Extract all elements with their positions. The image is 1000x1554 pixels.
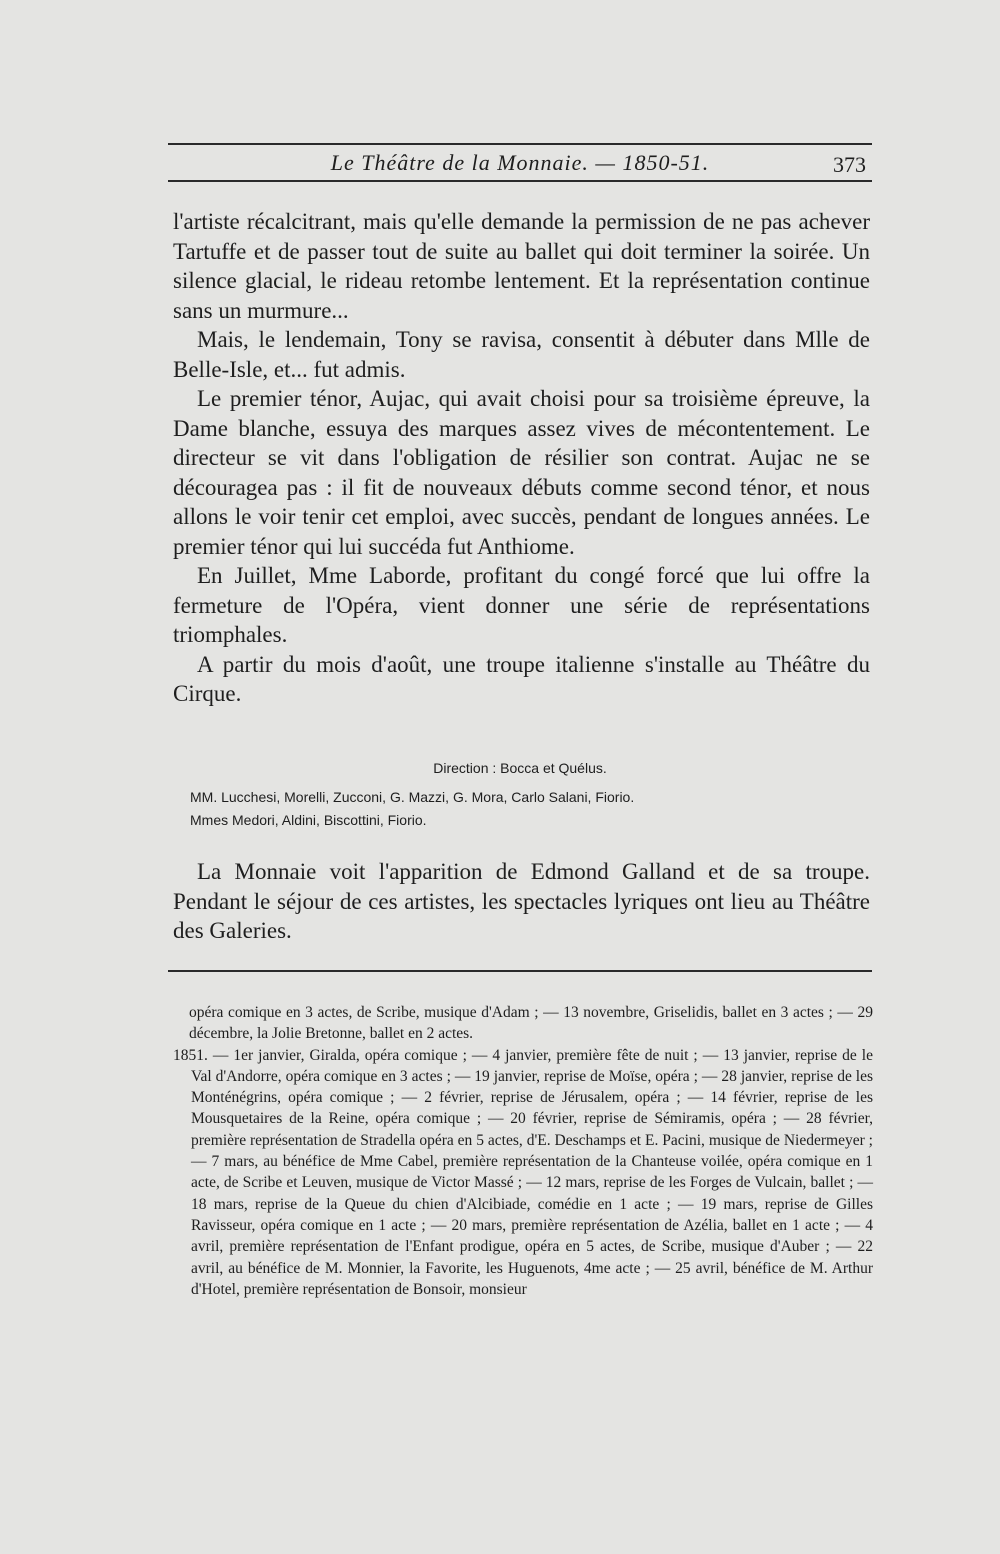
paragraph: A partir du mois d'août, une troupe italienne s'installe au Théâtre du Cirque. <box>173 651 870 706</box>
cast-women: Mmes Medori, Aldini, Biscottini, Fiorio. <box>190 812 427 828</box>
footnotes <box>173 1002 873 1300</box>
paragraph: l'artiste récalcitrant, mais qu'elle demande la permission de ne pas achever Tartuffe et de passer tout de suite au ballet qui doit terminer la soirée. Un silence glacial, le rideau retombe lentement. Et la représentation continue sans un murmure... <box>173 209 870 323</box>
running-title: Le Théâtre de la Monnaie. — 1850-51. <box>330 150 710 175</box>
main-text <box>173 207 870 709</box>
paragraph: La Monnaie voit l'apparition de Edmond Galland et de sa troupe. Pendant le séjour de ces artistes, les spectacles lyriques ont lieu au Théâtre des Galeries. <box>173 859 870 943</box>
footnote-line: 1851. — 1er janvier, Giralda, opéra comique ; — 4 janvier, première fête de nuit ; — 13 janvier, reprise de le Val d'Andorre, opéra comique en 3 actes ; — 19 janvier, reprise de Moïse, opéra ; — 28 janvier, reprise de les Monténégrins, opéra comique ; — 2 février, reprise de Jérusalem, opéra ; — 14 février, reprise de les Mousquetaires de la Reine, opéra comique ; — 20 février, reprise de Sémiramis, opéra ; — 28 février, première représentation de Stradella opéra en 5 actes, d'E. Deschamps et E. Pacini, musique de Niedermeyer ; — 7 mars, au bénéfice de Mme Cabel, première représentation de la Chanteuse voilée, opéra comique en 1 acte, de Scribe et Leuven, musique de Victor Massé ; — 12 mars, reprise de les Forges de Vulcain, ballet ; — 18 mars, reprise de la Queue du chien d'Alcibiade, comédie en 1 acte ; — 19 mars, reprise de Gilles Ravisseur, opéra comique en 1 acte ; — 20 mars, première représentation de Azélia, ballet en 1 acte ; — 4 avril, première représentation de l'Enfant prodigue, opéra en 5 actes, de Scribe, musique d'Auber ; — 22 avril, au bénéfice de M. Monnier, la Favorite, les Huguenots, 4me acte ; — 25 avril, bénéfice de M. Arthur d'Hotel, première représentation de Bonsoir, monsieur <box>173 1046 873 1298</box>
footnote-line: opéra comique en 3 actes, de Scribe, musique d'Adam ; — 13 novembre, Griselidis, ballet en 3 actes ; — 29 décembre, la Jolie Bretonne, ballet en 2 actes. <box>189 1004 873 1043</box>
paragraph: Le premier ténor, Aujac, qui avait choisi pour sa troisième épreuve, la Dame blanche, essuya des marques assez vives de mécontentement. Le directeur se vit dans l'obligation de résilier son contrat. Aujac ne se découragea pas : il fit de nouveaux débuts comme second ténor, et nous allons le voir tenir cet emploi, avec succès, pendant de longues années. Le premier ténor qui lui succéda fut Anthiome. <box>173 386 870 559</box>
closing-text <box>173 857 870 946</box>
footnote-rule <box>168 970 872 972</box>
cast-men: MM. Lucchesi, Morelli, Zucconi, G. Mazzi, G. Mora, Carlo Salani, Fiorio. <box>190 789 635 805</box>
header-rule-top <box>168 143 872 145</box>
running-header <box>168 150 872 176</box>
direction-line: Direction : Bocca et Quélus. <box>433 760 607 776</box>
paragraph: Mais, le lendemain, Tony se ravisa, consentit à débuter dans Mlle de Belle-Isle, et... fut admis. <box>173 327 870 382</box>
cast-list <box>190 757 850 832</box>
page-number: 373 <box>833 152 866 177</box>
header-rule-bottom <box>168 180 872 182</box>
paragraph: En Juillet, Mme Laborde, profitant du congé forcé que lui offre la fermeture de l'Opéra, vient donner une série de représentations triomphales. <box>173 563 870 647</box>
